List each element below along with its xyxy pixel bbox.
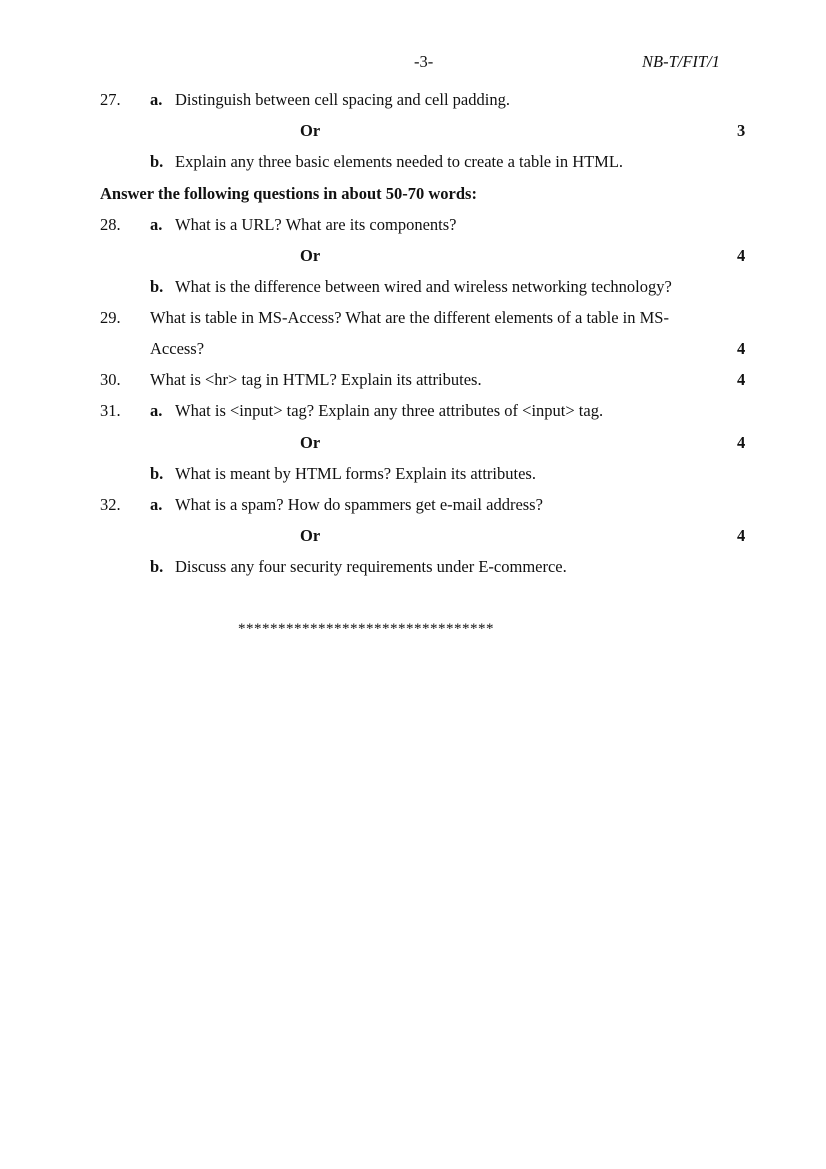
marks: 4 <box>737 433 746 452</box>
question-number: 27. <box>100 90 121 109</box>
or-separator: Or <box>300 433 321 452</box>
paper-code: NB-T/FIT/1 <box>642 52 720 71</box>
question-text: What is the difference between wired and wireless networking technology? <box>175 277 672 296</box>
question-number: 31. <box>100 401 121 420</box>
option-label: b. <box>150 152 164 171</box>
option-label: b. <box>150 557 164 576</box>
question-number: 32. <box>100 495 121 514</box>
option-label: a. <box>150 495 163 514</box>
marks: 3 <box>737 121 746 140</box>
question-text: Explain any three basic elements needed to create a table in HTML. <box>175 152 624 171</box>
question-text: Discuss any four security requirements under E-commerce. <box>175 557 567 576</box>
question-text: What is <hr> tag in HTML? Explain its attributes. <box>150 370 482 389</box>
option-label: b. <box>150 277 164 296</box>
or-separator: Or <box>300 526 321 545</box>
option-label: a. <box>150 90 163 109</box>
question-text: Distinguish between cell spacing and cell padding. <box>175 90 510 109</box>
question-text: What is <input> tag? Explain any three attributes of <input> tag. <box>175 401 604 420</box>
question-text: What is table in MS-Access? What are the different elements of a table in MS- <box>150 308 669 327</box>
question-number: 28. <box>100 215 121 234</box>
or-separator: Or <box>300 246 321 265</box>
option-label: a. <box>150 401 163 420</box>
question-text: What is a URL? What are its components? <box>175 215 457 234</box>
question-text-continued: Access? <box>150 339 205 358</box>
marks: 4 <box>737 526 746 545</box>
end-of-paper-marker: ******************************** <box>238 621 494 637</box>
marks: 4 <box>737 370 746 389</box>
or-separator: Or <box>300 121 321 140</box>
section-heading: Answer the following questions in about 50-70 words: <box>100 184 477 203</box>
question-text: What is a spam? How do spammers get e-mail address? <box>175 495 543 514</box>
option-label: b. <box>150 464 164 483</box>
question-text: What is meant by HTML forms? Explain its attributes. <box>175 464 536 483</box>
marks: 4 <box>737 246 746 265</box>
question-number: 29. <box>100 308 121 327</box>
question-number: 30. <box>100 370 121 389</box>
page-number: -3- <box>414 52 434 71</box>
marks: 4 <box>737 339 746 358</box>
option-label: a. <box>150 215 163 234</box>
